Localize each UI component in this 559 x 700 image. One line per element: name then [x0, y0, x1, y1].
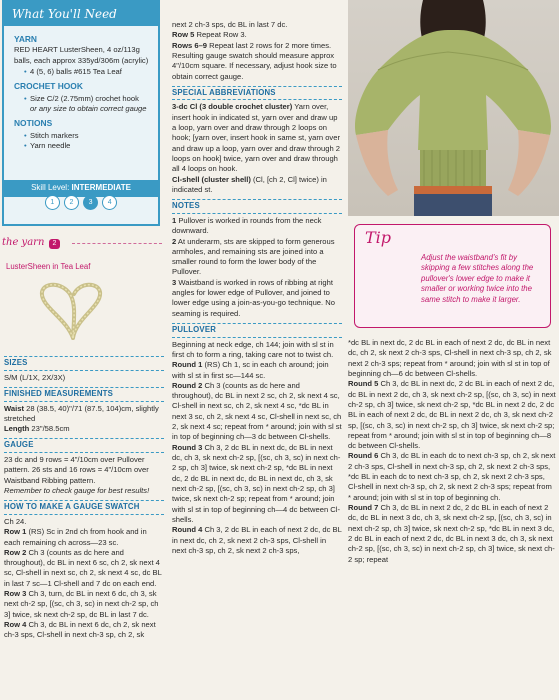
pullover-round: Round 3 Ch 3, 2 dc BL in next dc, dc BL in next dc, ch 3, sk next ch-2 sp, [(sc, ch 3, sc) in next ch-2 sp, ch 3] twice, sk next ch-2 sp, *dc BL in next dc, 2 dc BL in next dc, dc BL in next dc, ch 3, sk next ch-2 sp, [(sc, ch 3, sc) in next ch-2 sp, ch 3] twice, sk next ch-2 sp; repeat from * around; join with sl st in top of beginning ch—4 dc between Cl-shells.	[172, 442, 341, 524]
yarn-heading: the yarn	[2, 237, 45, 248]
pullover-heading: PULLOVER	[172, 323, 342, 338]
skill-level: Skill Level: INTERMEDIATE	[4, 180, 158, 197]
notes-heading: NOTES	[172, 199, 342, 214]
need-title: What You'll Need	[4, 2, 158, 26]
yarn-weight-badge: 2	[49, 239, 61, 249]
yarn-desc: RED HEART LusterSheen, 4 oz/113g balls, each approx 335yd/306m (acrylic)	[14, 45, 149, 65]
hook-note: or any size to obtain correct gauge	[30, 104, 147, 114]
notion-item: • Stitch markers	[24, 131, 150, 141]
note-item: 1 Pullover is worked in rounds from the neck downward.	[172, 215, 322, 236]
abbr-heading: SPECIAL ABBREVIATIONS	[172, 86, 342, 101]
notion-item: • Yarn needle	[24, 141, 150, 151]
howto-row: Row 2 Ch 3 (counts as dc here and throughout), dc BL in next 6 sc, ch 2, sk next 4 sc, Cl-shell in next sc, ch 2, sk next 4 sc, dc BL in last 7 sc—1 Cl-shell and 7 dc on each end.	[4, 547, 162, 588]
col3-continued: *dc BL in next dc, 2 dc BL in each of next 2 dc, dc BL in next dc, ch 2, sk next 2 ch-3 sps, Cl-shell in next ch-3 sp, ch 2, sk next 2 ch-3 sps; repeat from * around; join with sl st in top of beginning ch—6 dc between Cl-shells.	[348, 338, 552, 378]
hook-bullet: • Size C/2 (2.75mm) crochet hook or any size to obtain correct gauge	[24, 94, 150, 115]
gauge-text: 23 dc and 9 rows = 4"/10cm over Pullover pattern. 26 sts and 16 rows = 4"/10cm over Waistband Ribbing pattern.	[4, 455, 149, 485]
pullover-round: Round 2 Ch 3 (counts as dc here and throughout), dc BL in next 2 sc, ch 2, sk next 4 sc, Cl-shell in next sc, ch 2, sk next 4 sc, *dc BL in next 3 sc, ch 2, sk next 4 sc, Cl-shell in next sc, ch 2, sk next 4 sc; repeat from * around; join with sl st in top of beginning ch—3 dc between Cl-shells.	[172, 380, 342, 442]
yarn-strand-image	[28, 278, 118, 340]
pullover-round: Round 6 Ch 3, dc BL in each dc to next ch-3 sp, ch 2, sk next 2 ch-3 sps, Cl-shell in next ch-3 sp, ch 2, sk next 2 ch-3 sps, *dc BL in each dc to next ch-3 sp, ch 2, sk next 2 ch-3 sps, Cl-shell in next ch-3 sp, ch 2, sk next 2 ch-3 sps; repeat from * around; join with sl st in top of beginning ch.	[348, 451, 556, 502]
notions-label: NOTIONS	[14, 118, 53, 129]
pullover-round: Round 1 (RS) Ch 1, sc in each ch around; join with sl st in first sc—144 sc.	[172, 360, 329, 380]
sizes-heading: SIZES	[4, 356, 164, 371]
skill-dot: 1	[45, 195, 60, 210]
skill-dot: 4	[102, 195, 117, 210]
howto-heading: HOW TO MAKE A GAUGE SWATCH	[4, 500, 164, 515]
howto-row: Row 1 (RS) Sc in 2nd ch from hook and in each remaining ch across—23 sc.	[4, 527, 147, 547]
tip-box	[354, 224, 551, 328]
gauge-heading: GAUGE	[4, 438, 164, 453]
skill-dots	[4, 195, 158, 210]
skill-dot-selected: 3	[83, 195, 98, 210]
yarn-bullet: • 4 (5, 6) balls #615 Tea Leaf	[24, 67, 150, 77]
left-column-text	[4, 352, 164, 641]
swatch-row: Row 5 Repeat Row 3.	[172, 30, 247, 40]
abbr-item: 3-dc Cl (3 double crochet cluster) Yarn over, insert hook in indicated st, yarn over and draw up a loop, yarn over and draw through 2 loops on hook; [yarn over, insert hook in same st, yarn over and draw up a loop, yarn over and draw through 2 loops on hook] twice, yarn over and draw through all 4 loops on hook.	[172, 102, 341, 174]
pullover-intro: Beginning at neck edge, ch 144; join with sl st in first ch to form a ring, taking care not to twist ch.	[172, 339, 334, 359]
what-youll-need-box	[2, 0, 160, 226]
model-photo	[348, 0, 559, 216]
pullover-round: Round 4 Ch 3, 2 dc BL in each of next 2 dc, dc BL in next dc, ch 2, sk next 2 ch-3 sps, Cl-shell in next ch-3 sp, ch 2, sk next 2 ch-3 sps,	[172, 525, 342, 555]
yarn-header	[2, 236, 162, 252]
note-item: 2 At underarm, sts are skipped to form generous armholes, and remaining sts are joined into a smaller round to form the lower body of the Pullover.	[172, 236, 335, 277]
yarn-label: YARN	[14, 34, 37, 44]
yarn-name: LusterSheen in Tea Leaf	[6, 262, 91, 271]
middle-column	[172, 20, 342, 556]
swatch-row: Rows 6–9 Repeat last 2 rows for 2 more times. Resulting gauge swatch should measure approx 4"/10cm square. If necessary, adjust hook size to obtain correct gauge.	[172, 40, 337, 81]
waist-text: Waist 28 (38.5, 40)"/71 (87.5, 104)cm, slightly stretched	[4, 403, 159, 423]
note-item: 3 Waistband is worked in rows of ribbing at right angles for lower edge of Pullover, and joined to lower edge using a join-as-you-go technique. No seaming is required.	[172, 277, 335, 318]
howto-row: Row 4 Ch 3, dc BL in next 6 dc, ch 2, sk next ch-3 sps, Cl-shell in next ch-3 sp, ch 2, sk	[4, 620, 156, 640]
gauge-note: Remember to check gauge for best results!	[4, 485, 150, 495]
tip-heading: Tip	[365, 228, 392, 247]
col2-continued: next 2 ch-3 sps, dc BL in last 7 dc.	[172, 20, 288, 29]
sizes-text: S/M (L/1X, 2X/3X)	[4, 372, 66, 382]
howto-row: Row 3 Ch 3, turn, dc BL in next 6 dc, ch 3, sk next ch-2 sp, [(sc, ch 3, sc) in next ch-2 sp, ch 3] twice, sk next ch-2 sp, dc BL in last 7 dc.	[4, 589, 159, 619]
pullover-round: Round 7 Ch 3, dc BL in next 2 dc, 2 dc BL in each of next 2 dc, dc BL in next 3 dc, ch 3, sk next ch-2 sp, [(sc, ch 3, sc) in next ch-2 sp, ch 3] twice, sk next ch-2 sp, *dc BL in next 3 dc, 2 dc BL in each of next 2 dc, dc BL in next 3 dc, ch 3, sk next ch-2 sp, [(sc, ch 3, sc) in next ch-2 sp, ch 3] twice, sk next ch-2 sp; repeat	[348, 503, 555, 564]
tip-text: Adjust the waistband's fit by skipping a few stitches along the pullover's lower edge to make it smaller or working twice into the same stitch to make it larger.	[421, 253, 534, 304]
length-text: Length 23"/58.5cm	[4, 424, 70, 434]
hook-label: CROCHET HOOK	[14, 81, 83, 92]
pullover-round: Round 5 Ch 3, dc BL in next dc, 2 dc BL in each of next 2 dc, dc BL in next 2 dc, ch 3, sk next ch-2 sp, [(sc, ch 3, sc) in next ch-2 sp, ch 3] twice, sk next ch-2 sp, *dc BL in next 2 dc, 2 dc BL in each of next 2 dc, dc BL in next 2 dc, ch 3, sk next ch-2 sp, [(sc, ch 3, sc) in next ch-2 sp, ch 3] twice, sk next ch-2 sp; repeat from * around; join with sl st in top of beginning ch—8 dc between Cl-shells.	[348, 379, 556, 451]
abbr-item: Cl-shell (cluster shell) (Cl, [ch 2, Cl] twice) in indicated st.	[172, 174, 327, 194]
howto-intro: Ch 24.	[4, 516, 27, 526]
skill-dot: 2	[64, 195, 79, 210]
right-column-text	[348, 338, 556, 565]
finished-heading: FINISHED MEASUREMENTS	[4, 387, 164, 402]
